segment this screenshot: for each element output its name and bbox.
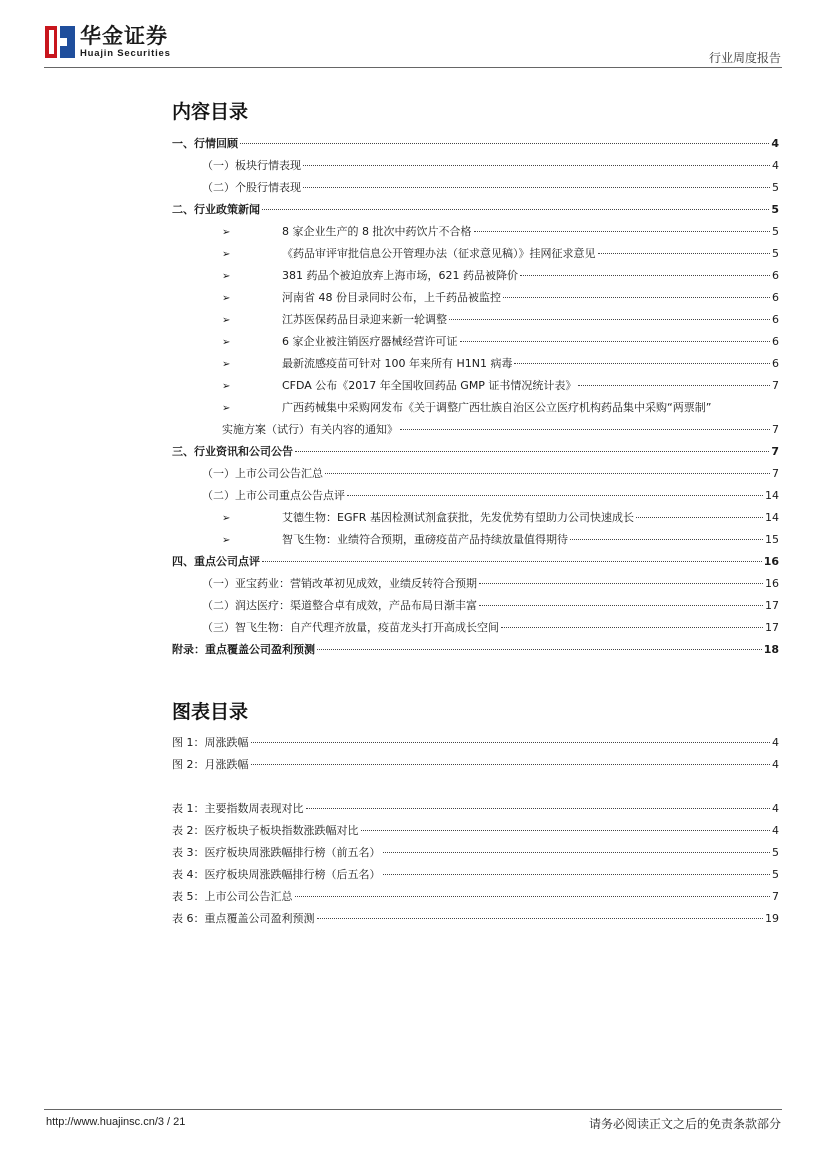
arrow-bullet-icon: ➢	[222, 535, 231, 546]
toc-entry-text: 一、行情回顾	[172, 137, 238, 150]
toc-entry-text: 三、行业资讯和公司公告	[172, 445, 293, 458]
table-entry[interactable]	[172, 823, 779, 839]
dot-leader	[306, 808, 771, 809]
arrow-bullet-icon: ➢	[222, 359, 231, 370]
dot-leader	[383, 852, 771, 853]
toc-entry-page: 6	[772, 313, 779, 326]
table-entry-page: 5	[772, 868, 779, 881]
toc-entry-text: 381 药品个被迫放弃上海市场，621 药品被降价	[282, 269, 518, 282]
table-entry-text: 表 3：医疗板块周涨跌幅排行榜（前五名）	[172, 846, 381, 859]
toc-entry[interactable]	[222, 290, 779, 306]
toc-entry-text: CFDA 公布《2017 年全国收回药品 GMP 证书情况统计表》	[282, 379, 577, 392]
dot-leader	[325, 473, 770, 474]
toc-entry[interactable]	[202, 158, 779, 174]
dot-leader	[636, 517, 763, 518]
dot-leader	[361, 830, 771, 831]
arrow-bullet-icon: ➢	[222, 381, 231, 392]
dot-leader	[598, 253, 771, 254]
header-divider	[44, 67, 782, 68]
dot-leader	[460, 341, 771, 342]
figures-title: 图表目录	[172, 701, 249, 723]
toc-entry-text: 四、重点公司点评	[172, 555, 260, 568]
dot-leader	[400, 429, 770, 430]
toc-entry[interactable]	[222, 532, 779, 548]
footer-divider	[44, 1109, 782, 1110]
dot-leader	[295, 896, 771, 897]
toc-entry-text: （一）亚宝药业：营销改革初见成效，业绩反转符合预期	[202, 577, 477, 590]
toc-entry[interactable]	[172, 444, 779, 460]
arrow-bullet-icon: ➢	[222, 271, 231, 282]
toc-entry-wrapped[interactable]	[222, 400, 779, 416]
dot-leader	[578, 385, 770, 386]
toc-entry-page: 5	[772, 181, 779, 194]
figure-entry-text: 图 1：周涨跌幅	[172, 736, 249, 749]
arrow-bullet-icon: ➢	[222, 337, 231, 348]
toc-entry-text: 二、行业政策新闻	[172, 203, 260, 216]
toc-entry-text: 最新流感疫苗可针对 100 年来所有 H1N1 病毒	[282, 357, 513, 370]
toc-entry-page: 14	[765, 511, 779, 524]
toc-entry-text: 8 家企业生产的 8 批次中药饮片不合格	[282, 225, 472, 238]
figures-list	[172, 735, 779, 935]
toc-entry-page: 15	[765, 533, 779, 546]
toc-entry[interactable]	[202, 576, 779, 592]
toc-entry-text: （二）个股行情表现	[202, 181, 301, 194]
dot-leader	[317, 649, 762, 650]
table-entry[interactable]	[172, 889, 779, 905]
brand-name-en: Huajin Securities	[80, 48, 171, 59]
dot-leader	[479, 605, 763, 606]
huajin-logo-icon	[45, 26, 75, 58]
table-entry[interactable]	[172, 911, 779, 927]
table-entry-text: 表 4：医疗板块周涨跌幅排行榜（后五名）	[172, 868, 381, 881]
toc-entry-page: 4	[772, 159, 779, 172]
arrow-bullet-icon: ➢	[222, 293, 231, 304]
figure-entry-page: 4	[772, 736, 779, 749]
dot-leader	[501, 627, 763, 628]
toc-entry-page: 7	[772, 423, 779, 436]
dot-leader	[479, 583, 763, 584]
toc-entry-text: （三）智飞生物：自产代理齐放量，疫苗龙头打开高成长空间	[202, 621, 499, 634]
toc-entry[interactable]	[202, 488, 779, 504]
toc-entry[interactable]	[222, 224, 779, 240]
toc-entry-page: 6	[772, 291, 779, 304]
toc-entry-page: 6	[772, 357, 779, 370]
footer-url-page[interactable]: http://www.huajinsc.cn/3 / 21	[46, 1116, 186, 1128]
toc-entry-page: 17	[765, 599, 779, 612]
arrow-bullet-icon: ➢	[222, 315, 231, 326]
toc-entry-page: 16	[763, 555, 779, 568]
toc-entry-page: 7	[771, 445, 779, 458]
toc-entry-text: （一）板块行情表现	[202, 159, 301, 172]
figure-entry-text: 图 2：月涨跌幅	[172, 758, 249, 771]
figure-entry[interactable]	[172, 757, 779, 773]
dot-leader	[317, 918, 764, 919]
report-type: 行业周度报告	[708, 51, 781, 65]
toc-entry-page: 6	[772, 269, 779, 282]
toc-entry[interactable]	[222, 312, 779, 328]
table-entry[interactable]	[172, 801, 779, 817]
toc-entry[interactable]	[222, 356, 779, 372]
dot-leader	[383, 874, 771, 875]
table-entry[interactable]	[172, 845, 779, 861]
toc-entry-page: 16	[765, 577, 779, 590]
table-entry-page: 4	[772, 802, 779, 815]
dot-leader	[503, 297, 770, 298]
toc-entry[interactable]	[202, 180, 779, 196]
dot-leader	[303, 165, 770, 166]
toc-entry[interactable]	[202, 620, 779, 636]
toc-entry-text: 广西药械集中采购网发布《关于调整广西壮族自治区公立医疗机构药品集中采购“两票制”	[282, 401, 712, 414]
table-entry-text: 表 5：上市公司公告汇总	[172, 890, 293, 903]
toc-entry-page: 7	[772, 467, 779, 480]
toc-entry-text: （二）润达医疗：渠道整合卓有成效，产品布局日渐丰富	[202, 599, 477, 612]
toc-entry[interactable]	[202, 466, 779, 482]
footer-disclaimer: 请务必阅读正文之后的免责条款部分	[588, 1117, 781, 1131]
dot-leader	[520, 275, 770, 276]
toc-entry-page: 17	[765, 621, 779, 634]
dot-leader	[303, 187, 770, 188]
table-entry-page: 19	[765, 912, 779, 925]
table-entry-page: 5	[772, 846, 779, 859]
dot-leader	[295, 451, 769, 452]
table-entry[interactable]	[172, 867, 779, 883]
table-entry-text: 表 6：重点覆盖公司盈利预测	[172, 912, 315, 925]
dot-leader	[262, 561, 762, 562]
table-entry-text: 表 1：主要指数周表现对比	[172, 802, 304, 815]
arrow-bullet-icon: ➢	[222, 513, 231, 524]
toc-entry[interactable]	[172, 554, 779, 570]
arrow-bullet-icon: ➢	[222, 249, 231, 260]
toc-entry[interactable]	[172, 136, 779, 152]
figure-entry[interactable]	[172, 735, 779, 751]
dot-leader	[514, 363, 770, 364]
toc-entry[interactable]	[222, 334, 779, 350]
toc-entry-page: 5	[772, 247, 779, 260]
dot-leader	[240, 143, 769, 144]
dot-leader	[474, 231, 771, 232]
toc-entry-text: 附录：重点覆盖公司盈利预测	[172, 643, 315, 656]
dot-leader	[251, 742, 771, 743]
toc-entry-text: 6 家企业被注销医疗器械经营许可证	[282, 335, 458, 348]
brand-logo	[45, 26, 171, 59]
toc-entry-text: 江苏医保药品目录迎来新一轮调整	[282, 313, 447, 326]
toc-entry-text: 艾德生物：EGFR 基因检测试剂盒获批，先发优势有望助力公司快速成长	[282, 511, 634, 524]
toc-entry-page: 5	[771, 203, 779, 216]
toc-entry-page: 18	[763, 643, 779, 656]
toc-entry-page: 6	[772, 335, 779, 348]
dot-leader	[347, 495, 763, 496]
toc-entry[interactable]	[172, 202, 779, 218]
dot-leader	[449, 319, 770, 320]
page-header	[0, 0, 827, 70]
toc-entry-text: 河南省 48 份目录同时公布，上千药品被监控	[282, 291, 501, 304]
toc-entry-text: 《药品审评审批信息公开管理办法（征求意见稿）》挂网征求意见	[282, 247, 596, 260]
toc-entry[interactable]	[202, 598, 779, 614]
table-entry-page: 4	[772, 824, 779, 837]
toc-entry-page: 7	[772, 379, 779, 392]
toc-entry[interactable]	[222, 378, 779, 394]
toc-entry[interactable]	[222, 268, 779, 284]
contents-title: 内容目录	[172, 101, 249, 123]
toc-entry[interactable]	[172, 642, 779, 658]
arrow-bullet-icon: ➢	[222, 227, 231, 238]
dot-leader	[262, 209, 769, 210]
figure-entry-page: 4	[772, 758, 779, 771]
toc-entry-text: 智飞生物：业绩符合预期，重磅疫苗产品持续放量值得期待	[282, 533, 568, 546]
toc-entry[interactable]	[222, 246, 779, 262]
arrow-bullet-icon: ➢	[222, 403, 231, 414]
table-entry-text: 表 2：医疗板块子板块指数涨跌幅对比	[172, 824, 359, 837]
toc-entry[interactable]	[222, 510, 779, 526]
toc-entry-page: 5	[772, 225, 779, 238]
toc-entry-page: 4	[771, 137, 779, 150]
toc-entry-text: （二）上市公司重点公告点评	[202, 489, 345, 502]
contents-list	[172, 136, 779, 676]
dot-leader	[251, 764, 771, 765]
toc-entry-text: （一）上市公司公告汇总	[202, 467, 323, 480]
table-entry-page: 7	[772, 890, 779, 903]
dot-leader	[570, 539, 763, 540]
brand-name-cn: 华金证券	[80, 24, 168, 48]
toc-entry-page: 14	[765, 489, 779, 502]
toc-entry-continuation[interactable]	[222, 422, 779, 438]
toc-entry-text-continued: 实施方案（试行）有关内容的通知》	[222, 423, 398, 436]
